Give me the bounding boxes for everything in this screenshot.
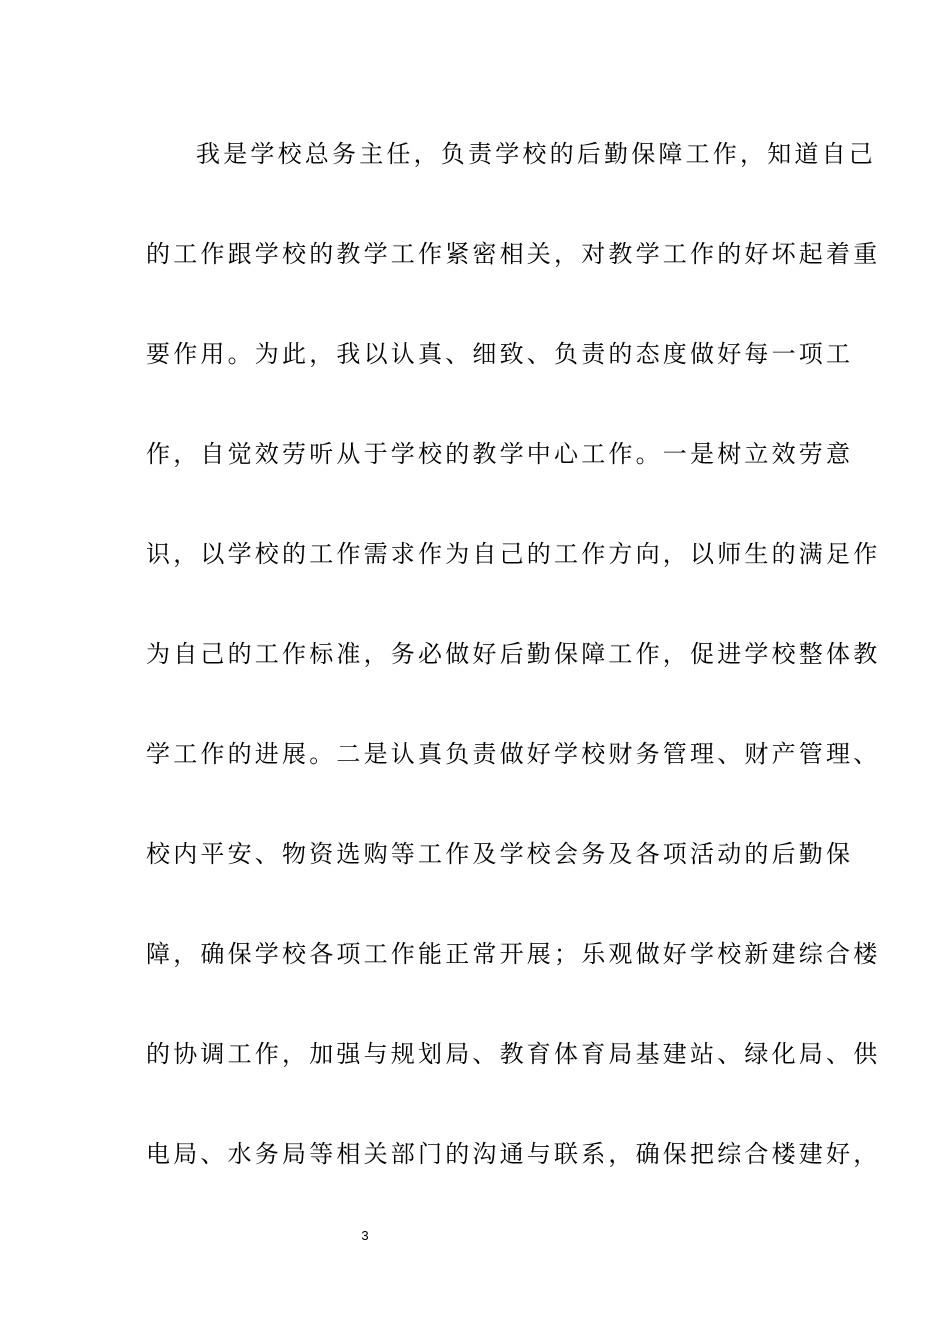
- paragraph-line: 我是学校总务主任，负责学校的后勤保障工作，知道自己: [196, 140, 876, 168]
- paragraph-line: 校内平安、物资选购等工作及学校会务及各项活动的后勤保: [146, 840, 854, 868]
- paragraph-line: 的工作跟学校的教学工作紧密相关，对教学工作的好坏起着重: [146, 240, 881, 268]
- paragraph-line: 电局、水务局等相关部门的沟通与联系，确保把综合楼建好，: [146, 1140, 881, 1168]
- paragraph-line: 作，自觉效劳听从于学校的教学中心工作。一是树立效劳意: [146, 440, 854, 468]
- paragraph-line: 要作用。为此，我以认真、细致、负责的态度做好每一项工: [146, 340, 854, 368]
- paragraph-line: 为自己的工作标准，务必做好后勤保障工作，促进学校整体教: [146, 640, 881, 668]
- paragraph-line: 障，确保学校各项工作能正常开展；乐观做好学校新建综合楼: [146, 940, 881, 968]
- paragraph-line: 识，以学校的工作需求作为自己的工作方向，以师生的满足作: [146, 540, 881, 568]
- paragraph-line: 的协调工作，加强与规划局、教育体育局基建站、绿化局、供: [146, 1040, 881, 1068]
- paragraph-line: 学工作的进展。二是认真负责做好学校财务管理、财产管理、: [146, 740, 881, 768]
- page-number: 3: [361, 1228, 369, 1243]
